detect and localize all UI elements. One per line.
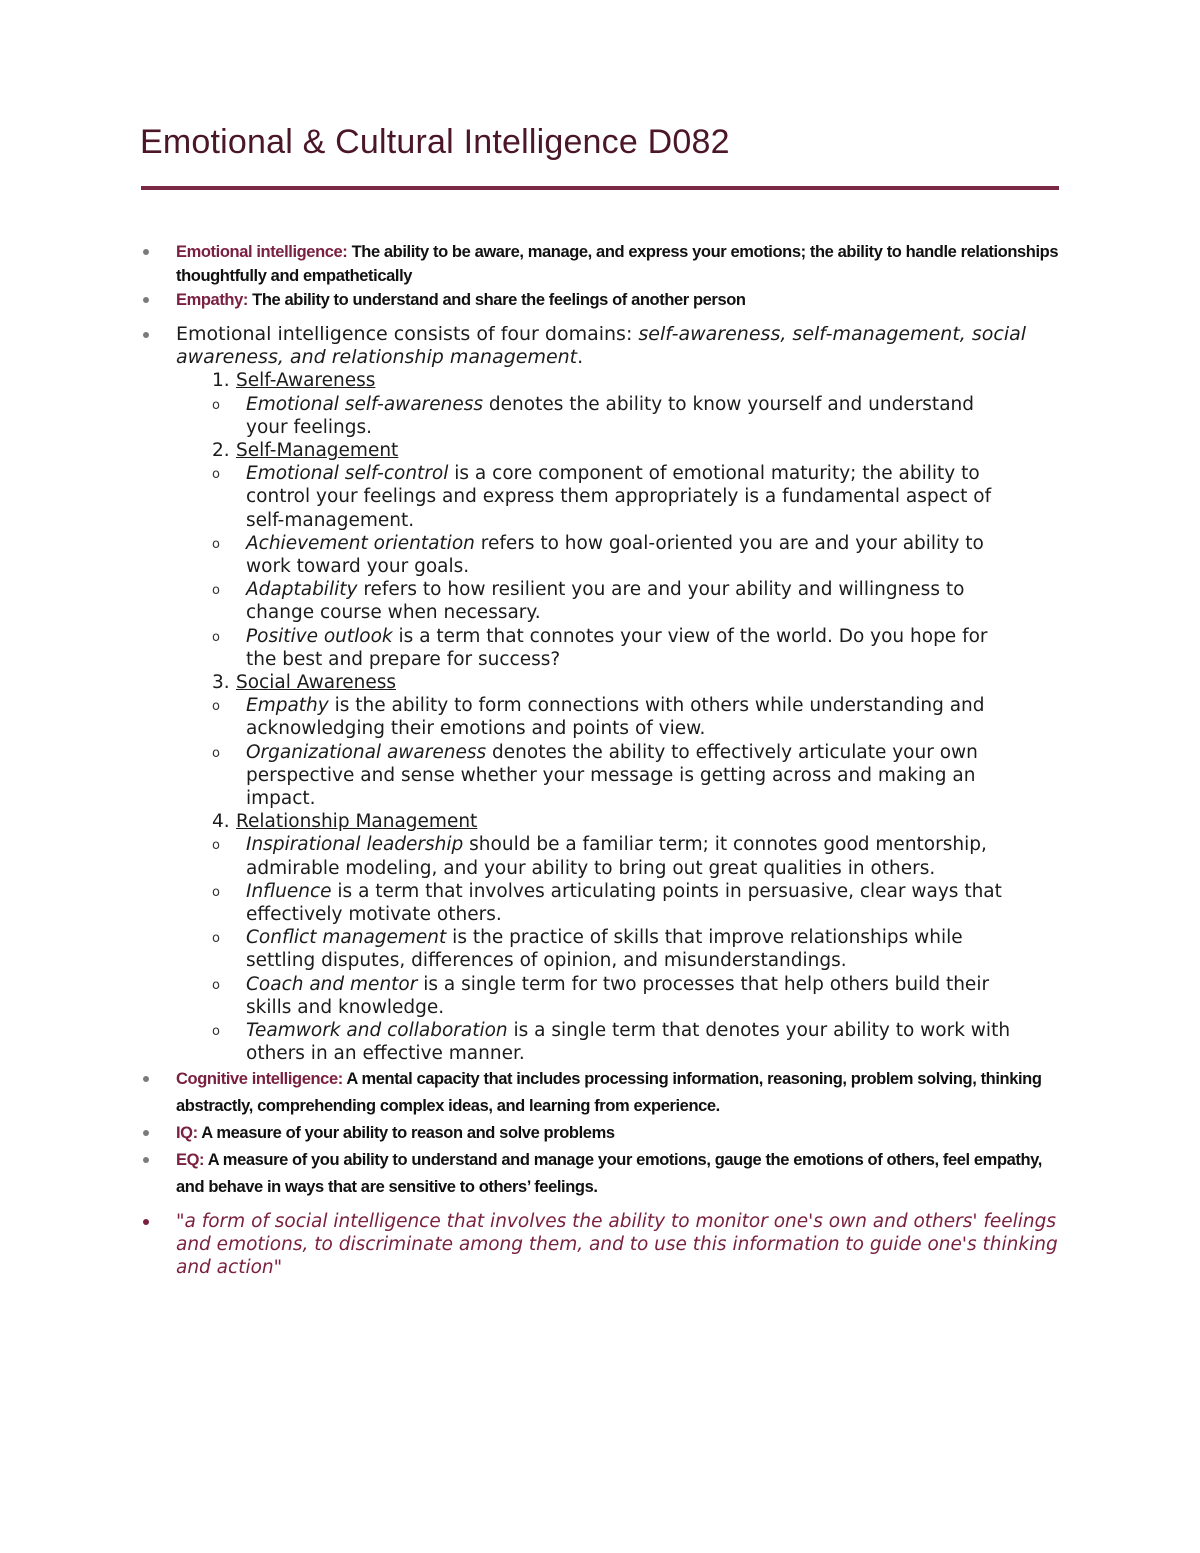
subitem-text: is the practice of skills that improve relationships while settling disputes, differences of opinion, and misunderstandings. — [246, 927, 963, 972]
bullet-icon — [143, 297, 149, 303]
subitem-term: Empathy — [246, 695, 329, 717]
circle-bullet-icon: o — [212, 536, 220, 552]
domain-subitem — [0, 532, 1200, 578]
subitem-text: is a term that connotes your view of the world. Do you hope for the best and prepare for success? — [246, 625, 988, 670]
subitem-term: Achievement orientation — [246, 532, 475, 554]
domain-subitem — [0, 741, 1200, 811]
title-underline — [141, 186, 1059, 190]
quote-text: "a form of social intelligence that involves the ability to monitor one's own and others' feelings and emotions, to discriminate among them, and to use this information to guide one's thinking and action" — [176, 1210, 1058, 1279]
subitem-text: is a single term that denotes your ability to work with others in an effective manner. — [246, 1020, 1011, 1065]
domain-number: 4. — [212, 811, 230, 833]
domain-subitem — [0, 393, 1200, 439]
definition-item — [0, 1066, 1200, 1120]
circle-bullet-icon: o — [212, 397, 220, 413]
domain-subitem — [0, 625, 1200, 671]
definition-text: A mental capacity that includes processing information, reasoning, problem solving, thinking abstractly, comprehending complex ideas, and learning from experience. — [176, 1069, 1042, 1115]
subitem-text: is a single term for two processes that help others build their skills and knowledge. — [246, 973, 990, 1018]
subitem-text: is the ability to form connections with others while understanding and acknowledging their emotions and points of view. — [246, 695, 985, 740]
subitem-text: refers to how resilient you are and your ability and willingness to change course when necessary. — [246, 579, 965, 624]
subitem-term: Adaptability — [246, 579, 358, 601]
bullet-icon — [143, 332, 149, 338]
definition-text: The ability to understand and share the feelings of another person — [247, 291, 746, 309]
domain-heading — [0, 810, 1200, 833]
domain-number: 2. — [212, 440, 230, 462]
bullet-icon — [143, 1219, 149, 1225]
document-body — [0, 240, 1200, 1280]
subitem-text: denotes the ability to effectively articulate your own perspective and sense whether your message is getting across and making an impact. — [246, 741, 978, 810]
definition-item — [0, 1147, 1200, 1201]
domain-number: 1. — [212, 370, 230, 392]
circle-bullet-icon: o — [212, 838, 220, 854]
circle-bullet-icon: o — [212, 699, 220, 715]
domain-subitem — [0, 462, 1200, 532]
intro-lead: Emotional intelligence consists of four domains: — [176, 323, 639, 345]
definition-term: Empathy: — [176, 291, 248, 309]
definition-term: EQ: — [176, 1150, 205, 1169]
subitem-text: should be a familiar term; it connotes good mentorship, admirable modeling, and your ability to bring out great qualities in others. — [246, 834, 987, 879]
subitem-term: Organizational awareness — [246, 741, 487, 763]
subitem-term: Influence — [246, 880, 332, 902]
definition-item — [0, 240, 1200, 288]
domain-label: Social Awareness — [236, 672, 397, 694]
intro-end: . — [577, 346, 584, 369]
domain-heading — [0, 369, 1200, 392]
intro-domains: self-awareness, self-management, social awareness, and relationship management — [176, 323, 1027, 369]
subitem-term: Positive outlook — [246, 625, 393, 647]
definition-text: A measure of you ability to understand and manage your emotions, gauge the emotions of others, feel empathy, and behave in ways that are sensitive to others’ feelings. — [176, 1150, 1042, 1196]
subitem-text: refers to how goal-oriented you are and your ability to work toward your goals. — [246, 532, 984, 578]
domain-subitem — [0, 694, 1200, 740]
document-title: Emotional & Cultural Intelligence D082 — [140, 123, 730, 161]
domains-intro — [0, 323, 1200, 369]
definition-text: The ability to be aware, manage, and express your emotions; the ability to handle relationships thoughtfully and empathetically — [176, 243, 1059, 285]
subitem-text: is a term that involves articulating points in persuasive, clear ways that effectively motivate others. — [246, 880, 1002, 926]
subitem-term: Coach and mentor — [246, 973, 418, 995]
subitem-term: Emotional self-awareness — [246, 393, 484, 415]
subitem-term: Emotional self-control — [246, 463, 449, 485]
subitem-text: denotes the ability to know yourself and understand your feelings. — [246, 393, 974, 438]
domain-heading — [0, 439, 1200, 462]
circle-bullet-icon: o — [212, 583, 220, 599]
circle-bullet-icon: o — [212, 1024, 220, 1040]
domain-label: Self-Management — [236, 440, 399, 462]
domain-subitem — [0, 926, 1200, 972]
bullet-icon — [143, 1130, 149, 1136]
circle-bullet-icon: o — [212, 931, 220, 947]
definition-item — [0, 1120, 1200, 1147]
domain-subitem — [0, 1019, 1200, 1065]
circle-bullet-icon: o — [212, 884, 220, 900]
domain-label: Relationship Management — [236, 811, 478, 833]
bullet-icon — [143, 1157, 149, 1163]
circle-bullet-icon: o — [212, 977, 220, 993]
subitem-text: is a core component of emotional maturity; the ability to control your feelings and express them appropriately is a fundamental aspect of self-management. — [246, 463, 992, 531]
bullet-icon — [143, 249, 149, 255]
definition-term: IQ: — [176, 1123, 198, 1142]
circle-bullet-icon: o — [212, 467, 220, 483]
domain-label: Self-Awareness — [236, 370, 376, 392]
definition-term: Cognitive intelligence: — [176, 1069, 343, 1088]
subitem-term: Conflict management — [246, 927, 447, 949]
definition-term: Emotional intelligence: — [176, 243, 348, 261]
definition-text: A measure of your ability to reason and solve problems — [197, 1123, 615, 1142]
domain-number: 3. — [212, 672, 230, 694]
subitem-term: Teamwork and collaboration — [246, 1020, 508, 1042]
quote-item — [0, 1210, 1200, 1280]
circle-bullet-icon: o — [212, 745, 220, 761]
subitem-term: Inspirational leadership — [246, 834, 464, 856]
domain-subitem — [0, 578, 1200, 624]
definition-item — [0, 288, 1200, 312]
circle-bullet-icon: o — [212, 629, 220, 645]
domain-subitem — [0, 880, 1200, 926]
bullet-icon — [143, 1076, 149, 1082]
domain-subitem — [0, 973, 1200, 1019]
domain-heading — [0, 671, 1200, 694]
domain-subitem — [0, 833, 1200, 879]
